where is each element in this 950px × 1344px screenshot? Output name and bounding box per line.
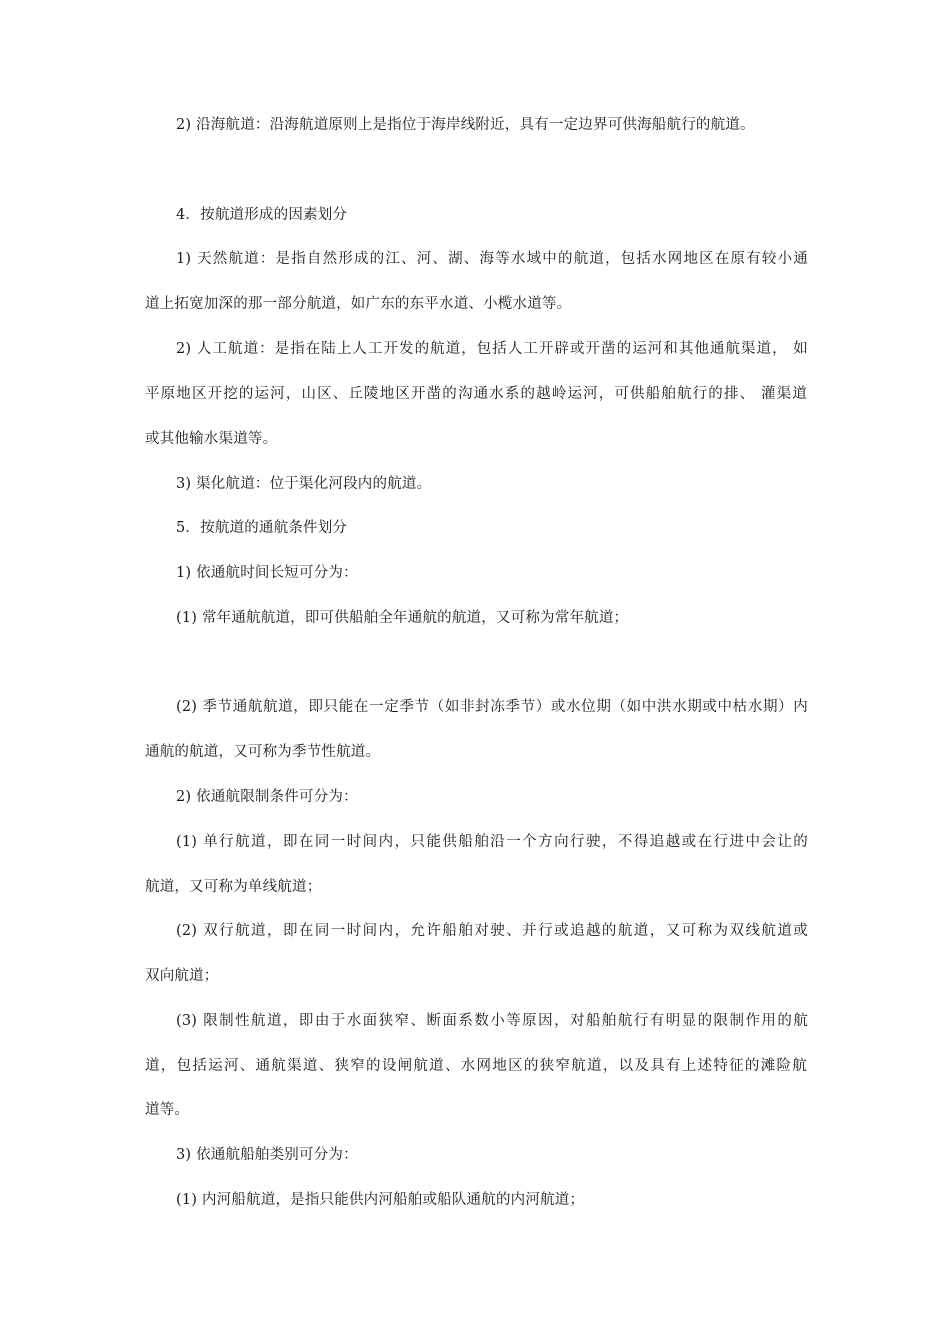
- item-year-round-channel: (1) 常年通航航道，即可供船舶全年通航的航道，又可称为常年航道；: [176, 610, 629, 626]
- paragraph-artificial-channel-line2: 平原地区开挖的运河，山区、丘陵地区开凿的沟通水系的越岭运河，可供船舶航行的排、 灌渠道: [145, 386, 807, 402]
- item-seasonal-channel-line2: 通航的航道，又可称为季节性航道。: [145, 744, 381, 760]
- paragraph-natural-channel-line2: 道上拓宽加深的那一部分航道，如广东的东平水道、小榄水道等。: [145, 296, 572, 312]
- item-seasonal-channel-line1: (2) 季节通航航道，即只能在一定季节（如非封冻季节）或水位期（如中洪水期或中枯水期）内: [176, 699, 808, 715]
- paragraph-artificial-channel-line3: 或其他输水渠道等。: [145, 431, 278, 447]
- paragraph-canalized-channel: 3) 渠化航道：位于渠化河段内的航道。: [176, 476, 432, 492]
- item-inland-vessel-channel: (1) 内河船航道，是指只能供内河船舶或船队通航的内河航道；: [176, 1192, 585, 1208]
- item-one-way-channel-line1: (1) 单行航道，即在同一时间内，只能供船舶沿一个方向行驶，不得追越或在行进中会让的: [176, 834, 808, 850]
- paragraph-coastal-channel: 2) 沿海航道：沿海航道原则上是指位于海岸线附近，具有一定边界可供海船航行的航道。: [176, 117, 755, 133]
- subheading-by-restriction: 2) 依通航限制条件可分为：: [176, 789, 358, 805]
- subheading-by-navigation-time: 1) 依通航时间长短可分为：: [176, 565, 358, 581]
- paragraph-natural-channel-line1: 1) 天然航道：是指自然形成的江、河、湖、海等水域中的航道，包括水网地区在原有较小通: [176, 251, 808, 267]
- item-one-way-channel-line2: 航道，又可称为单线航道；: [145, 879, 322, 895]
- section-heading-5: 5．按航道的通航条件划分: [176, 520, 348, 536]
- section-heading-4: 4．按航道形成的因素划分: [176, 207, 348, 223]
- item-two-way-channel-line1: (2) 双行航道，即在同一时间内，允许船舶对驶、并行或追越的航道，又可称为双线航道或: [176, 923, 808, 939]
- item-restricted-channel-line3: 道等。: [145, 1102, 190, 1118]
- paragraph-artificial-channel-line1: 2) 人工航道：是指在陆上人工开发的航道，包括人工开辟或开凿的运河和其他通航渠道， 如: [176, 341, 808, 357]
- item-two-way-channel-line2: 双向航道；: [145, 968, 219, 984]
- subheading-by-vessel-type: 3) 依通航船舶类别可分为：: [176, 1147, 358, 1163]
- item-restricted-channel-line2: 道，包括运河、通航渠道、狭窄的设闸航道、水网地区的狭窄航道，以及具有上述特征的滩险航: [145, 1058, 807, 1074]
- item-restricted-channel-line1: (3) 限制性航道，即由于水面狭窄、断面系数小等原因，对船舶航行有明显的限制作用的航: [176, 1013, 808, 1029]
